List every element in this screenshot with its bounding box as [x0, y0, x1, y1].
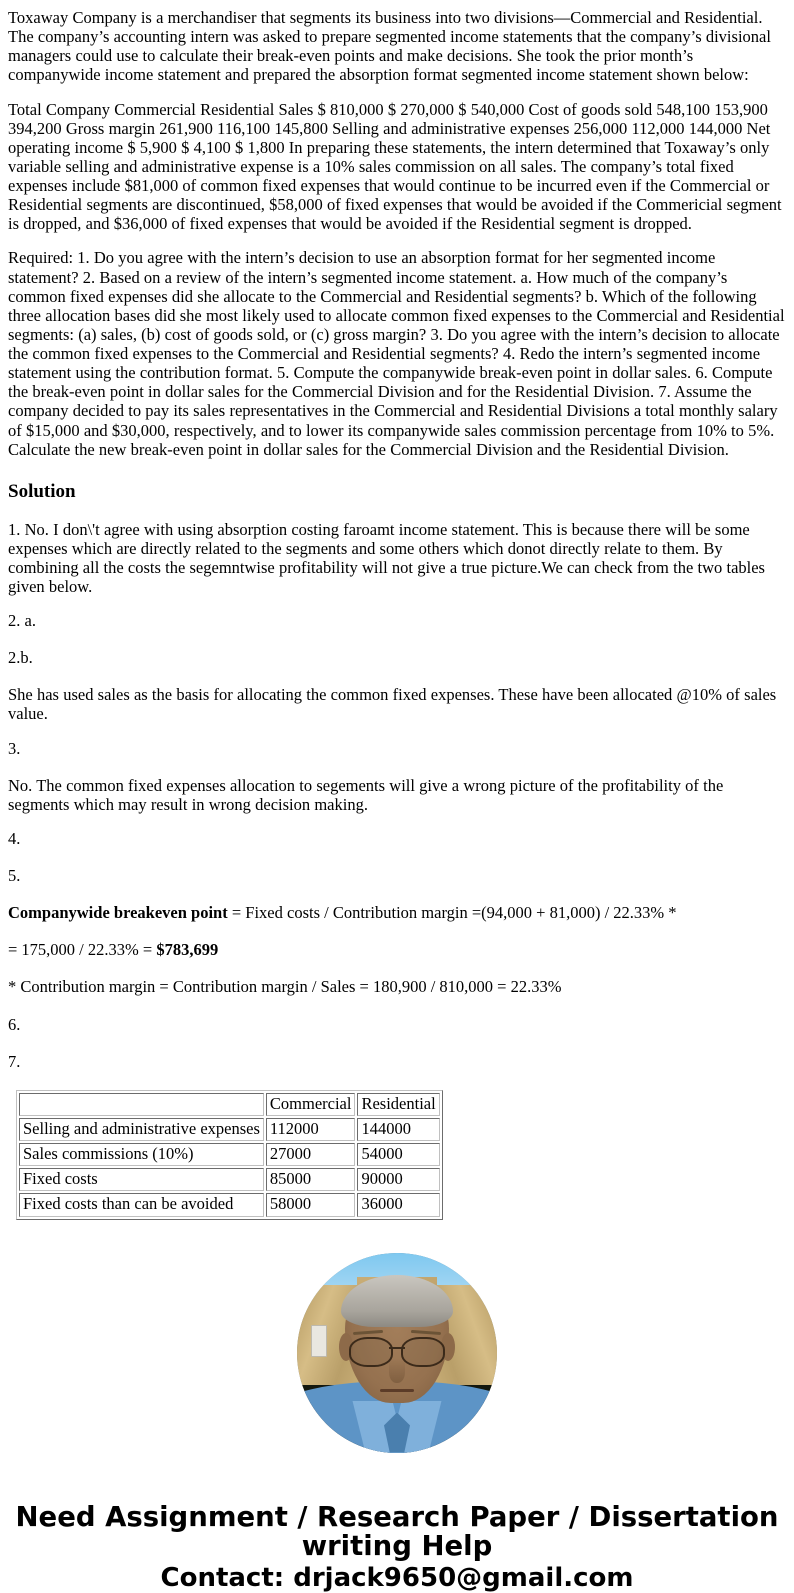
table-row	[19, 1143, 440, 1166]
table-row	[19, 1168, 440, 1191]
answer-2a-label: 2. a.	[8, 611, 36, 631]
row-label: Fixed costs	[19, 1168, 264, 1191]
breakeven-formula-line	[8, 903, 786, 922]
answer-3-label: 3.	[8, 738, 21, 758]
avatar-container	[8, 1253, 786, 1453]
row-value-residential: 144000	[357, 1118, 439, 1141]
row-value-commercial: 27000	[266, 1143, 356, 1166]
answer-2b-text: She has used sales as the basis for allocating the common fixed expenses. These have been allocated @10% of sales value.	[8, 685, 777, 724]
solution-heading: Solution	[8, 480, 76, 502]
table-header-row	[19, 1093, 440, 1116]
footer	[8, 1500, 786, 1593]
avatar-nose	[389, 1359, 405, 1383]
footer-line-services: Need Assignment / Research Paper / Dissertation	[15, 1500, 779, 1533]
row-value-residential: 54000	[357, 1143, 439, 1166]
answer-6-label: 6.	[8, 1014, 21, 1034]
breakeven-calc-line	[8, 940, 786, 959]
problem-paragraph-statement: Total Company Commercial Residential Sales $ 810,000 $ 270,000 $ 540,000 Cost of goods sold 548,100 153,900 394,200 Gross margin 261,900 116,100 145,800 Selling and administrative expenses 256,000 112,000 144,000 Net operating income $ 5,900 $ 4,100 $ 1,800 In preparing these statements, the intern determined that Toxaway’s only variable selling and administrative expense is a 10% sales commission on all sales. The company’s total fixed expenses include $81,000 of common fixed expenses that would continue to be incurred even if the Commercial or Residential segments are discontinued, $58,000 of fixed expenses that would be avoided if the Commericial segment is dropped, and $36,000 of fixed expenses that would be avoided if the Residential segment is dropped.	[8, 99, 782, 234]
answer-7-label: 7.	[8, 1051, 21, 1071]
breakeven-calc-result: $783,699	[156, 940, 219, 960]
avatar-glasses-lens-left	[349, 1337, 393, 1367]
answer-5-label: 5.	[8, 866, 21, 886]
breakeven-bold-lead: Companywide breakeven point	[8, 903, 228, 923]
table-header-residential: Residential	[357, 1093, 439, 1116]
avatar	[297, 1253, 497, 1453]
table-header-commercial: Commercial	[266, 1093, 356, 1116]
answer-2b-label: 2.b.	[8, 648, 33, 668]
table-row	[19, 1193, 440, 1216]
breakeven-formula-rest: = Fixed costs / Contribution margin =(94,000 + 81,000) / 22.33% *	[227, 903, 677, 923]
row-label: Fixed costs than can be avoided	[19, 1193, 264, 1216]
breakeven-calc-lead: = 175,000 / 22.33% =	[8, 940, 157, 960]
row-label: Sales commissions (10%)	[19, 1143, 264, 1166]
avatar-mouth	[380, 1389, 414, 1392]
row-value-residential: 90000	[357, 1168, 439, 1191]
row-label: Selling and administrative expenses	[19, 1118, 264, 1141]
avatar-background-switch	[311, 1325, 327, 1357]
row-value-commercial: 85000	[266, 1168, 356, 1191]
row-value-residential: 36000	[357, 1193, 439, 1216]
avatar-glasses-bridge	[389, 1347, 405, 1350]
footer-line-writing-help: writing Help	[301, 1530, 493, 1563]
table-header-blank	[19, 1093, 264, 1116]
row-value-commercial: 58000	[266, 1193, 356, 1216]
answer-1: 1. No. I don\'t agree with using absorption costing faroamt income statement. This is because there will be some expenses which are directly related to the segments and some others which donot directly relate to them. By combining all the costs the segemntwise profitability will not give a true picture.We can check from the two tables given below.	[8, 519, 765, 596]
table-row	[19, 1118, 440, 1141]
breakeven-footnote: * Contribution margin = Contribution margin / Sales = 180,900 / 810,000 = 22.33%	[8, 977, 562, 997]
avatar-glasses-lens-right	[401, 1337, 445, 1367]
footer-line-contact: Contact: drjack9650@gmail.com	[160, 1562, 634, 1593]
row-value-commercial: 112000	[266, 1118, 356, 1141]
problem-paragraph-intro: Toxaway Company is a merchandiser that segments its business into two divisions—Commercial and Residential. The company’s accounting intern was asked to prepare segmented income statements that the company’s divisional managers could use to calculate their break-even points and make decisions. She took the prior month’s companywide income statement and prepared the absorption format segmented income statement shown below:	[8, 8, 771, 85]
answer-3-text: No. The common fixed expenses allocation to segements will give a wrong picture of the profitability of the segments which may result in wrong decision making.	[8, 775, 724, 814]
answer-4-label: 4.	[8, 828, 21, 848]
problem-paragraph-required: Required: 1. Do you agree with the intern’s decision to use an absorption format for her segmented income statement? 2. Based on a review of the intern’s segmented income statement. a. How much of the company’s common fixed expenses did she allocate to the Commercial and Residential segments? b. Which of the following three allocation bases did she most likely used to allocate common fixed expenses to the Commercial and Residential segments: (a) sales, (b) cost of goods sold, or (c) gross margin? 3. Do you agree with the intern’s decision to allocate the common fixed expenses to the Commercial and Residential segments? 4. Redo the intern’s segmented income statement using the contribution format. 5. Compute the companywide break-even point in dollar sales. 6. Compute the break-even point in dollar sales for the Commercial Division and for the Residential Division. 7. Assume the company decided to pay its sales representatives in the Commercial and Residential Divisions a total monthly salary of $15,000 and $30,000, respectively, and to lower its companywide sales commission percentage from 10% to 5%. Calculate the new break-even point in dollar sales for the Commercial Division and the Residential Division.	[8, 248, 785, 459]
segment-expense-table	[16, 1090, 443, 1220]
